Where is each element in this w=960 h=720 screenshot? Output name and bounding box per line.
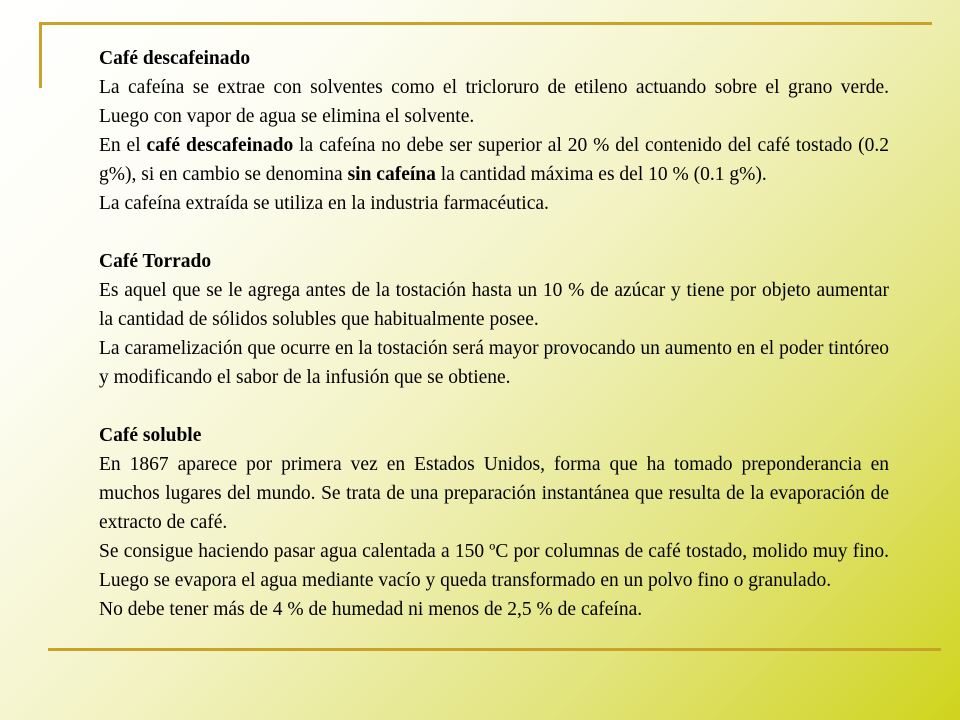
section-title: Café soluble bbox=[99, 425, 202, 446]
slide-body bbox=[99, 44, 889, 624]
paragraph: La caramelización que ocurre en la tostación será mayor provocando un aumento en el poder tintóreo y modificando el sabor de la infusión que se obtiene. bbox=[99, 338, 889, 388]
spacer bbox=[99, 218, 889, 247]
emphasis-term: sin cafeína bbox=[347, 164, 436, 185]
decorative-rule-vertical bbox=[39, 22, 42, 88]
paragraph bbox=[99, 131, 889, 189]
paragraph: La cafeína extraída se utiliza en la industria farmacéutica. bbox=[99, 193, 549, 214]
decorative-rule-bottom bbox=[48, 648, 941, 651]
section-cafe-descafeinado bbox=[99, 44, 889, 218]
text-run: En el bbox=[99, 135, 147, 156]
section-cafe-torrado bbox=[99, 247, 889, 392]
spacer bbox=[99, 392, 889, 421]
paragraph: En 1867 aparece por primera vez en Estados Unidos, forma que ha tomado preponderancia en muchos lugares del mundo. Se trata de una preparación instantánea que resulta de la evaporación de extracto de café. bbox=[99, 454, 889, 533]
paragraph: Se consigue haciendo pasar agua calentada a 150 ºC por columnas de café tostado, molido muy fino. Luego se evapora el agua mediante vacío y queda transformado en un polvo fino o granulado. bbox=[99, 541, 889, 591]
paragraph: Es aquel que se le agrega antes de la tostación hasta un 10 % de azúcar y tiene por objeto aumentar la cantidad de sólidos solubles que habitualmente posee. bbox=[99, 280, 889, 330]
decorative-rule-top bbox=[39, 22, 932, 25]
section-title: Café descafeinado bbox=[99, 48, 251, 69]
section-title: Café Torrado bbox=[99, 251, 212, 272]
text-run: la cantidad máxima es del 10 % (0.1 g%). bbox=[435, 164, 767, 185]
text-run: la cafeína no debe ser superior al 20 % del contenido del café tostado (0.2 g%), si en cambio se denomina bbox=[99, 135, 889, 185]
section-cafe-soluble bbox=[99, 421, 889, 624]
emphasis-term: café descafeinado bbox=[146, 135, 294, 156]
paragraph: No debe tener más de 4 % de humedad ni menos de 2,5 % de cafeína. bbox=[99, 599, 643, 620]
paragraph: La cafeína se extrae con solventes como el tricloruro de etileno actuando sobre el grano verde. Luego con vapor de agua se elimina el solvente. bbox=[99, 77, 889, 127]
